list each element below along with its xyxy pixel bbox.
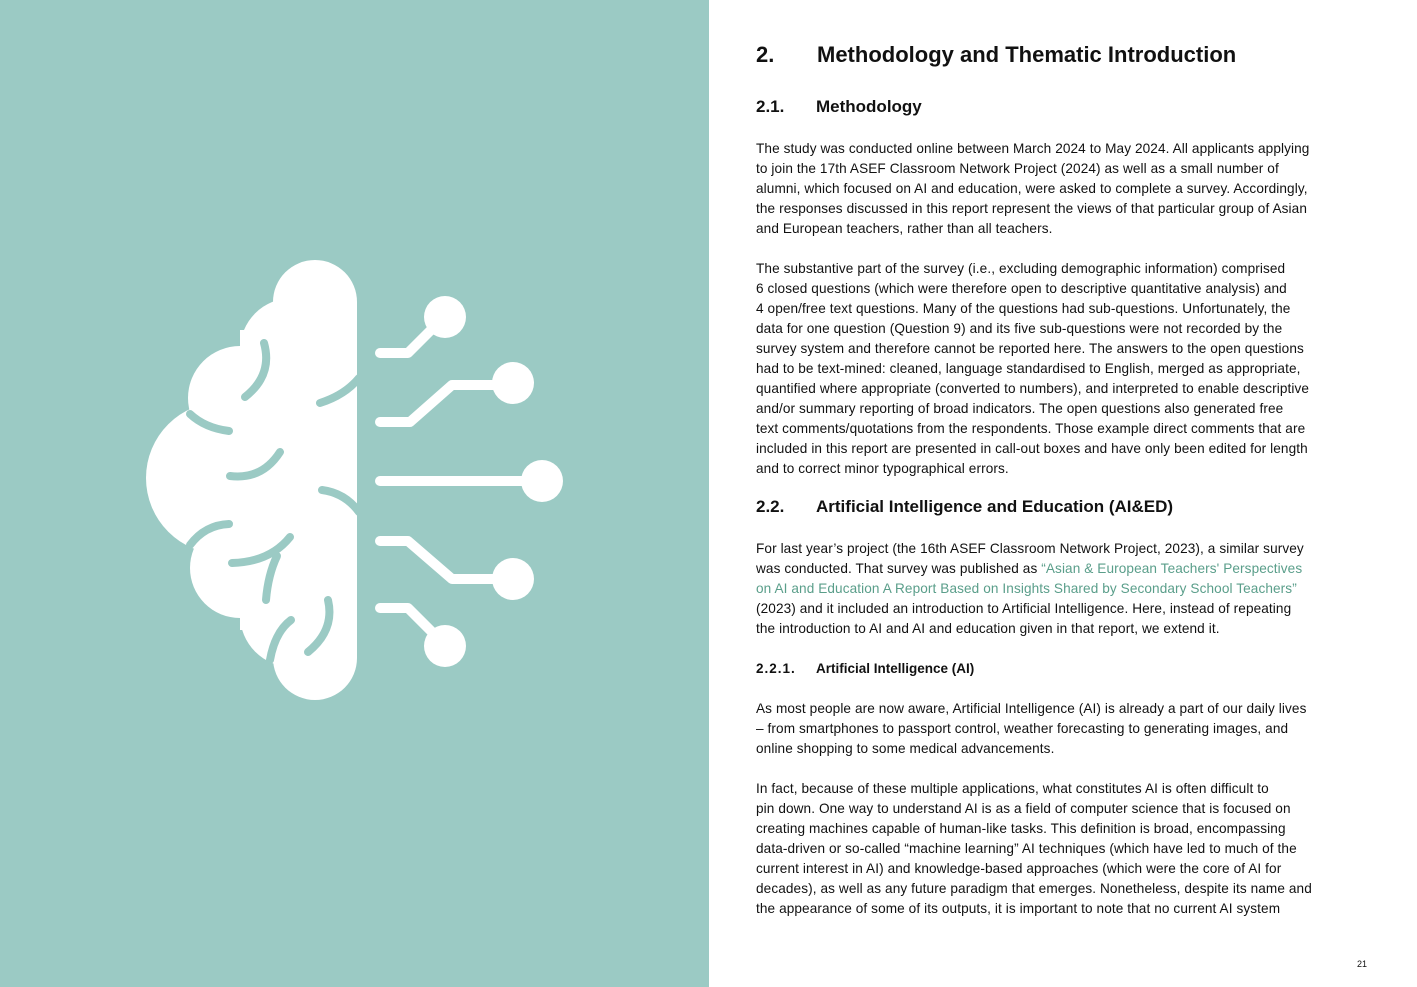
text-line: had to be text-mined: cleaned, language standardised to English, merged as appropriate,: [756, 361, 1301, 376]
text-line: and/or summary reporting of broad indicators. The open questions also generated free: [756, 401, 1284, 416]
text-line: (2023) and it included an introduction to Artificial Intelligence. Here, instead of repeating: [756, 601, 1292, 616]
subsection-number: 2.2.: [756, 497, 785, 516]
text-line: 4 open/free text questions. Many of the questions had sub-questions. Unfortunately, the: [756, 301, 1291, 316]
text-line: decades), as well as any future paradigm that emerges. Nonetheless, despite its name and: [756, 881, 1312, 896]
paragraph-definition: [756, 779, 1312, 919]
paragraph-last-year: [756, 539, 1304, 639]
section-number: 2.: [756, 42, 775, 67]
text-line: – from smartphones to passport control, weather forecasting to generating images, and: [756, 721, 1289, 736]
subsubsection-number: 2.2.1.: [756, 661, 796, 676]
subsection-title: Artificial Intelligence and Education (AI&ED): [816, 497, 1174, 516]
subsection-heading-methodology: [756, 97, 922, 117]
text-line: The substantive part of the survey (i.e., excluding demographic information) comprised: [756, 261, 1286, 276]
paragraph-survey: [756, 259, 1309, 479]
text-line: 6 closed questions (which were therefore open to descriptive quantitative analysis) and: [756, 281, 1287, 296]
text-line: In fact, because of these multiple applications, what constitutes AI is often difficult to: [756, 781, 1269, 796]
text-line: The study was conducted online between March 2024 to May 2024. All applicants applying: [756, 141, 1310, 156]
subsubsection-heading-ai: [756, 661, 974, 676]
text-line: survey system and therefore cannot be reported here. The answers to the open questions: [756, 341, 1304, 356]
text-line: to join the 17th ASEF Classroom Network Project (2024) as well as a small number of: [756, 161, 1279, 176]
text-line: quantified where appropriate (converted to numbers), and interpreted to enable descriptive: [756, 381, 1310, 396]
text-line: pin down. One way to understand AI is as a field of computer science that is focused on: [756, 801, 1291, 816]
text-line: and European teachers, rather than all teachers.: [756, 221, 1053, 236]
text-line: data-driven or so-called “machine learning” AI techniques (which have led to much of the: [756, 841, 1297, 856]
report-link[interactable]: “Asian & European Teachers' Perspectives: [1041, 561, 1303, 576]
text-line: text comments/quotations from the respondents. Those example direct comments that are: [756, 421, 1306, 436]
text-line: the appearance of some of its outputs, it is important to note that no current AI system: [756, 901, 1281, 916]
text-line: online shopping to some medical advancements.: [756, 741, 1055, 756]
section-title: Methodology and Thematic Introduction: [817, 42, 1237, 67]
text-line: For last year’s project (the 16th ASEF Classroom Network Project, 2023), a similar survey: [756, 541, 1304, 556]
text-line: alumni, which focused on AI and education, were asked to complete a survey. Accordingly,: [756, 181, 1308, 196]
paragraph-daily-lives: [756, 699, 1306, 759]
text-segment: was conducted. That survey was published as: [756, 561, 1042, 576]
paragraph-study: [756, 139, 1309, 239]
text-line: the responses discussed in this report represent the views of that particular group of Asian: [756, 201, 1307, 216]
section-heading: [756, 42, 1236, 68]
subsubsection-title: Artificial Intelligence (AI): [816, 661, 975, 676]
subsection-title: Methodology: [816, 97, 922, 116]
text-line: the introduction to AI and AI and education given in that report, we extend it.: [756, 621, 1220, 636]
page-number: 21: [1357, 959, 1368, 969]
text-line: creating machines capable of human-like tasks. This definition is broad, encompassing: [756, 821, 1286, 836]
text-line: As most people are now aware, Artificial Intelligence (AI) is already a part of our daily lives: [756, 701, 1307, 716]
text-line: data for one question (Question 9) and its five sub-questions were not recorded by the: [756, 321, 1283, 336]
text-line: and to correct minor typographical errors.: [756, 461, 1009, 476]
subsection-heading-aied: [756, 497, 1173, 517]
text-line: included in this report are presented in call-out boxes and have only been edited for length: [756, 441, 1308, 456]
report-link-continued[interactable]: on AI and Education A Report Based on Insights Shared by Secondary School Teachers”: [756, 581, 1297, 596]
text-line: current interest in AI) and knowledge-based approaches (which were the core of AI for: [756, 861, 1282, 876]
subsection-number: 2.1.: [756, 97, 785, 116]
